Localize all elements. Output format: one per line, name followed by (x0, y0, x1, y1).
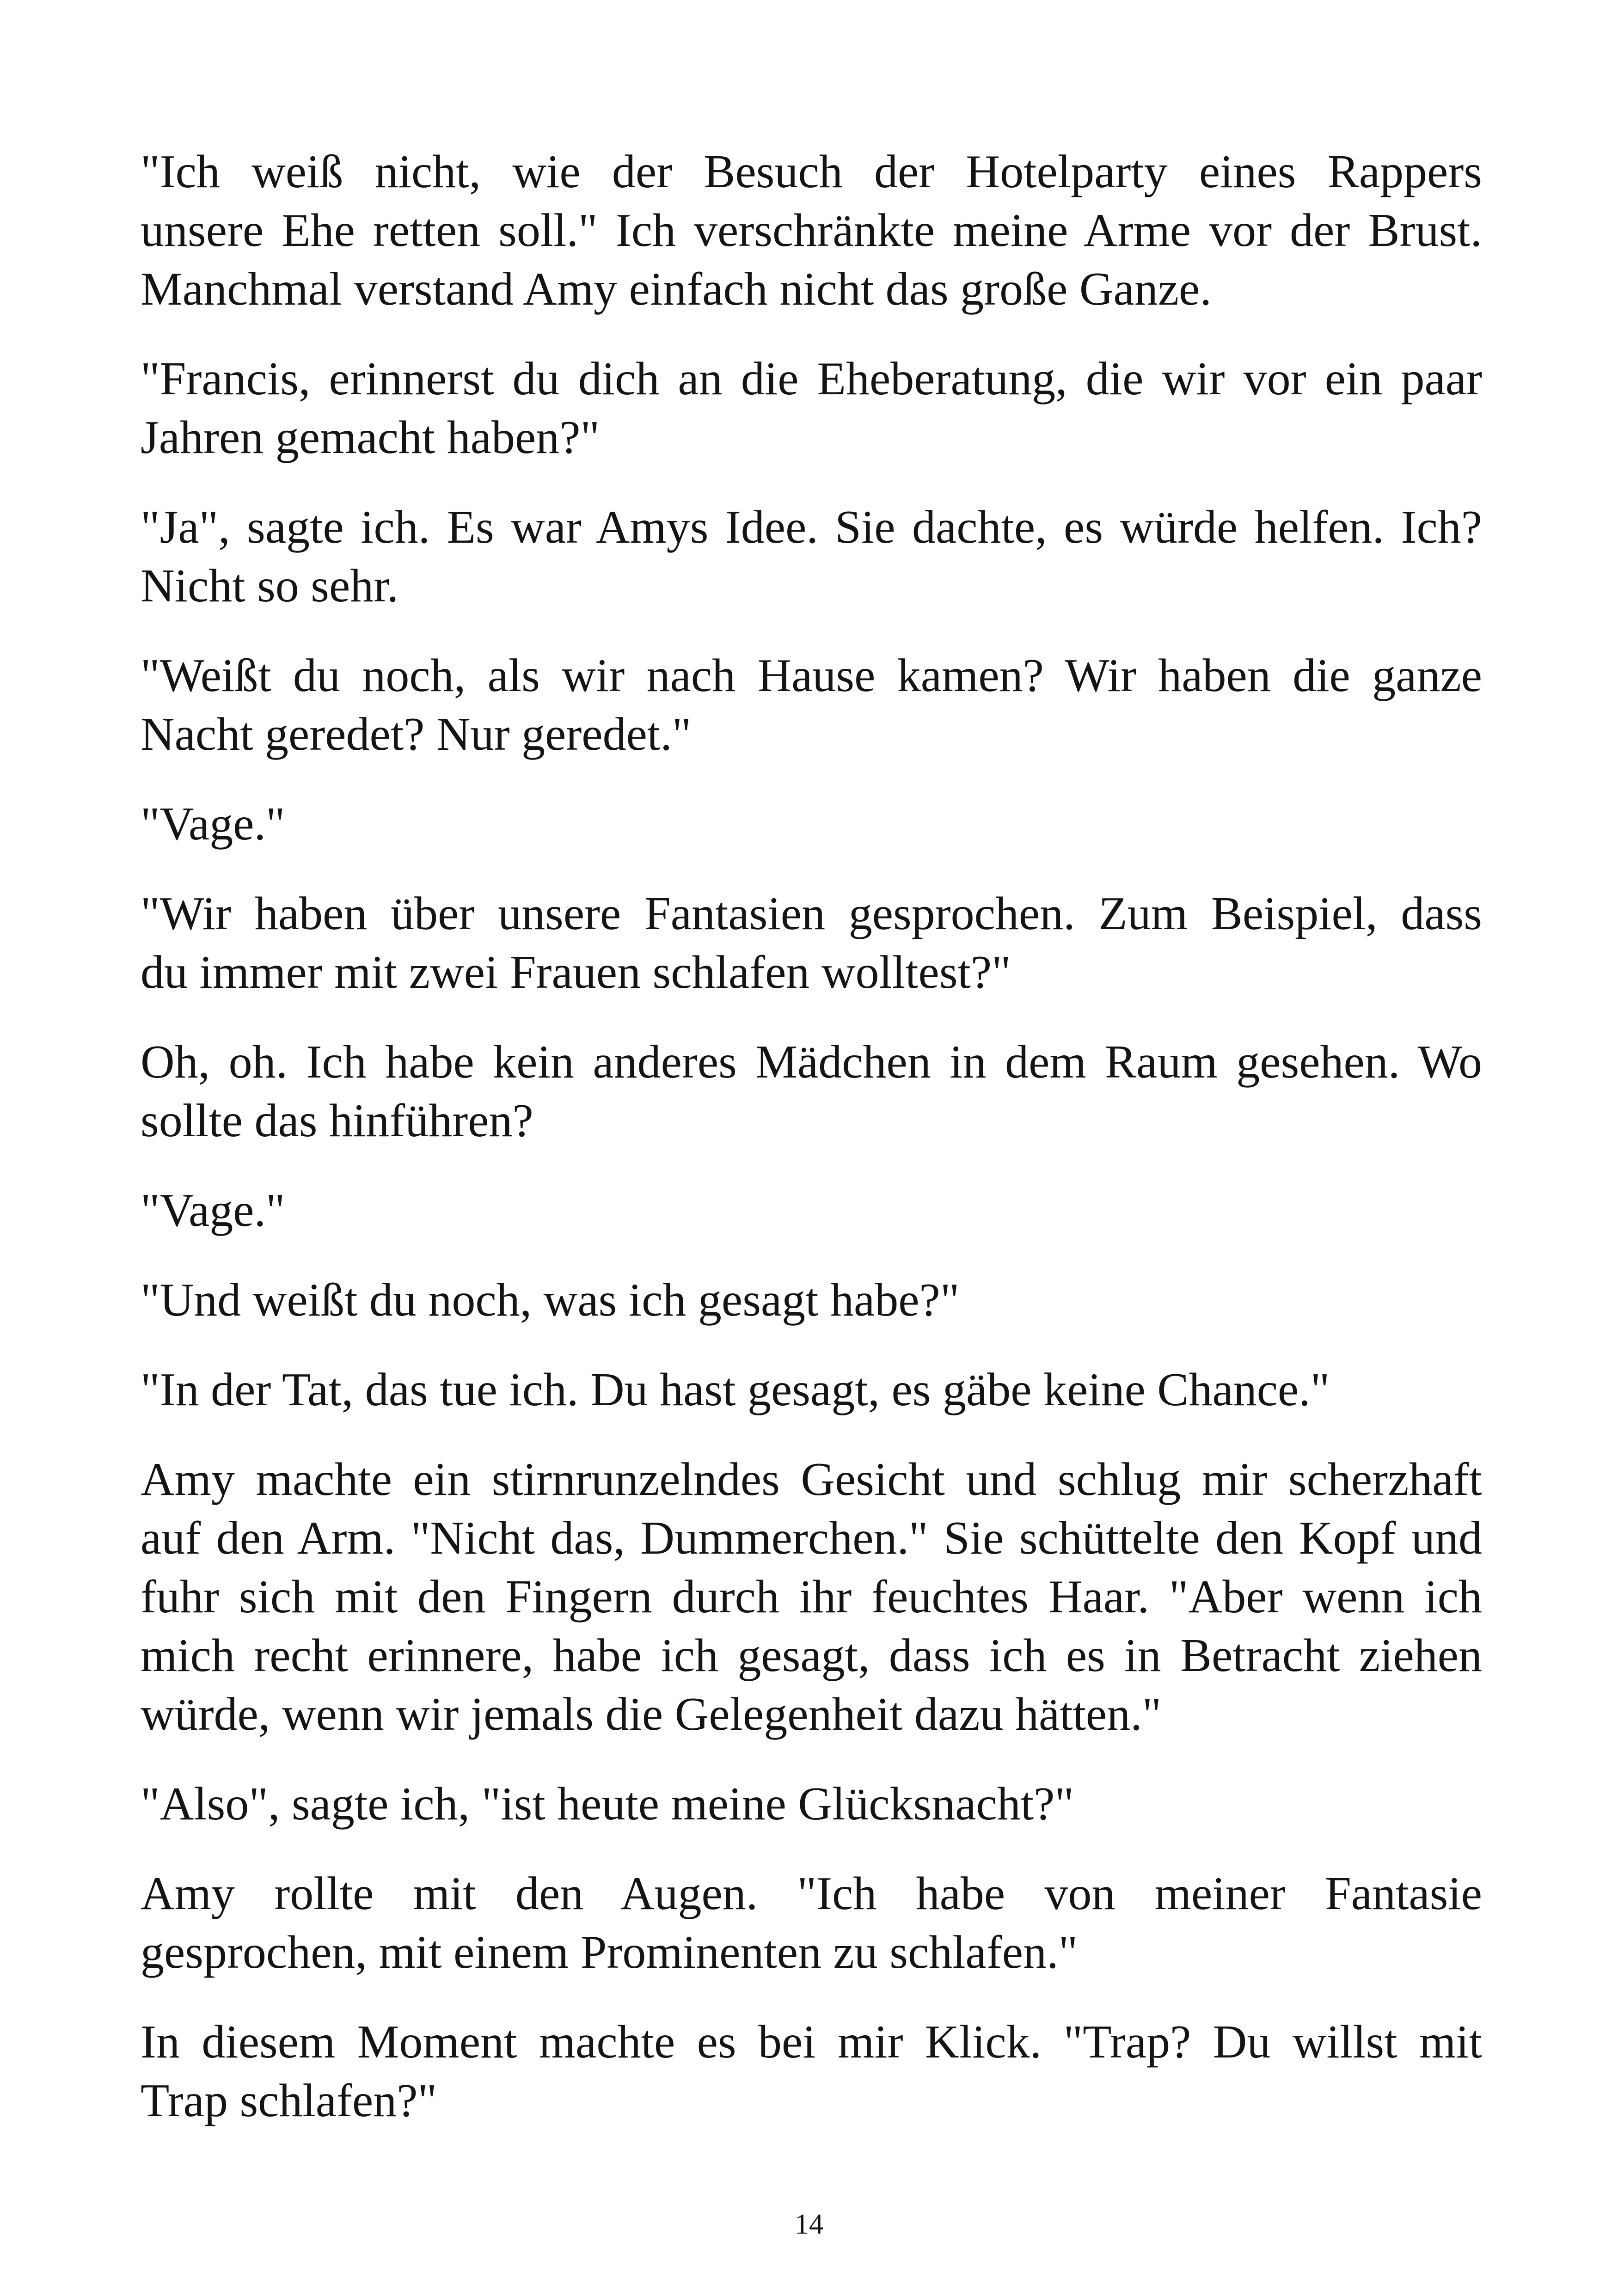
text-line: "In der Tat, das tue ich. Du hast gesagt, es gäbe keine Chance." (141, 1364, 1330, 1416)
text-line: "Also", sagte ich, "ist heute meine Glücksnacht?" (141, 1778, 1074, 1830)
text-line: "Und weißt du noch, was ich gesagt habe?" (141, 1274, 960, 1326)
paragraph (141, 498, 1482, 615)
page-number: 14 (795, 2209, 823, 2240)
text-line: Amy rollte mit den Augen. "Ich habe von meiner Fantasie (141, 1867, 1482, 1920)
paragraph (141, 2013, 1482, 2130)
text-line: "Wir haben über unsere Fantasien gesprochen. Zum Beispiel, dass (141, 888, 1482, 940)
text-line: gesprochen, mit einem Prominenten zu schlafen." (141, 1926, 1078, 1978)
text-line: auf den Arm. "Nicht das, Dummerchen." Sie schüttelte den Kopf und (141, 1512, 1482, 1564)
text-line: würde, wenn wir jemals die Gelegenheit dazu hätten." (141, 1688, 1162, 1740)
paragraph (141, 1033, 1482, 1150)
paragraph (141, 349, 1482, 467)
text-line: Manchmal verstand Amy einfach nicht das große Ganze. (141, 263, 1212, 315)
text-line: "Ja", sagte ich. Es war Amys Idee. Sie dachte, es würde helfen. Ich? (141, 501, 1482, 553)
paragraph (141, 1360, 1482, 1419)
text-line: "Francis, erinnerst du dich an die Eheberatung, die wir vor ein paar (141, 353, 1482, 405)
text-line: Amy machte ein stirnrunzelndes Gesicht und schlug mir scherzhaft (141, 1453, 1482, 1506)
paragraph (141, 1450, 1482, 1744)
text-line: "Ich weiß nicht, wie der Besuch der Hotelparty eines Rappers (141, 146, 1482, 198)
text-line: Oh, oh. Ich habe kein anderes Mädchen in dem Raum gesehen. Wo (141, 1036, 1482, 1088)
text-line: In diesem Moment machte es bei mir Klick. "Trap? Du willst mit (141, 2016, 1482, 2068)
paragraph (141, 884, 1482, 1002)
text-line: du immer mit zwei Frauen schlafen wolltest?" (141, 946, 1011, 998)
paragraph (141, 1864, 1482, 1982)
text-line: Nicht so sehr. (141, 560, 399, 612)
paragraph (141, 1271, 1482, 1329)
text-line: sollte das hinführen? (141, 1095, 533, 1147)
paragraph (141, 795, 1482, 853)
text-line: unsere Ehe retten soll." Ich verschränkte meine Arme vor der Brust. (141, 204, 1482, 257)
text-line: Jahren gemacht haben?" (141, 411, 600, 464)
text-line: "Vage." (141, 1184, 285, 1237)
paragraph (141, 1775, 1482, 1833)
paragraph (141, 1181, 1482, 1240)
text-line: fuhr sich mit den Fingern durch ihr feuchtes Haar. "Aber wenn ich (141, 1571, 1482, 1623)
text-line: mich recht erinnere, habe ich gesagt, dass ich es in Betracht ziehen (141, 1629, 1482, 1682)
paragraph (141, 142, 1482, 318)
paragraph (141, 646, 1482, 764)
text-line: Nacht geredet? Nur geredet." (141, 708, 692, 760)
text-line: "Vage." (141, 798, 285, 850)
text-line: Trap schlafen?" (141, 2075, 437, 2127)
text-line: "Weißt du noch, als wir nach Hause kamen? Wir haben die ganze (141, 649, 1482, 702)
page-body-text (141, 142, 1482, 2130)
